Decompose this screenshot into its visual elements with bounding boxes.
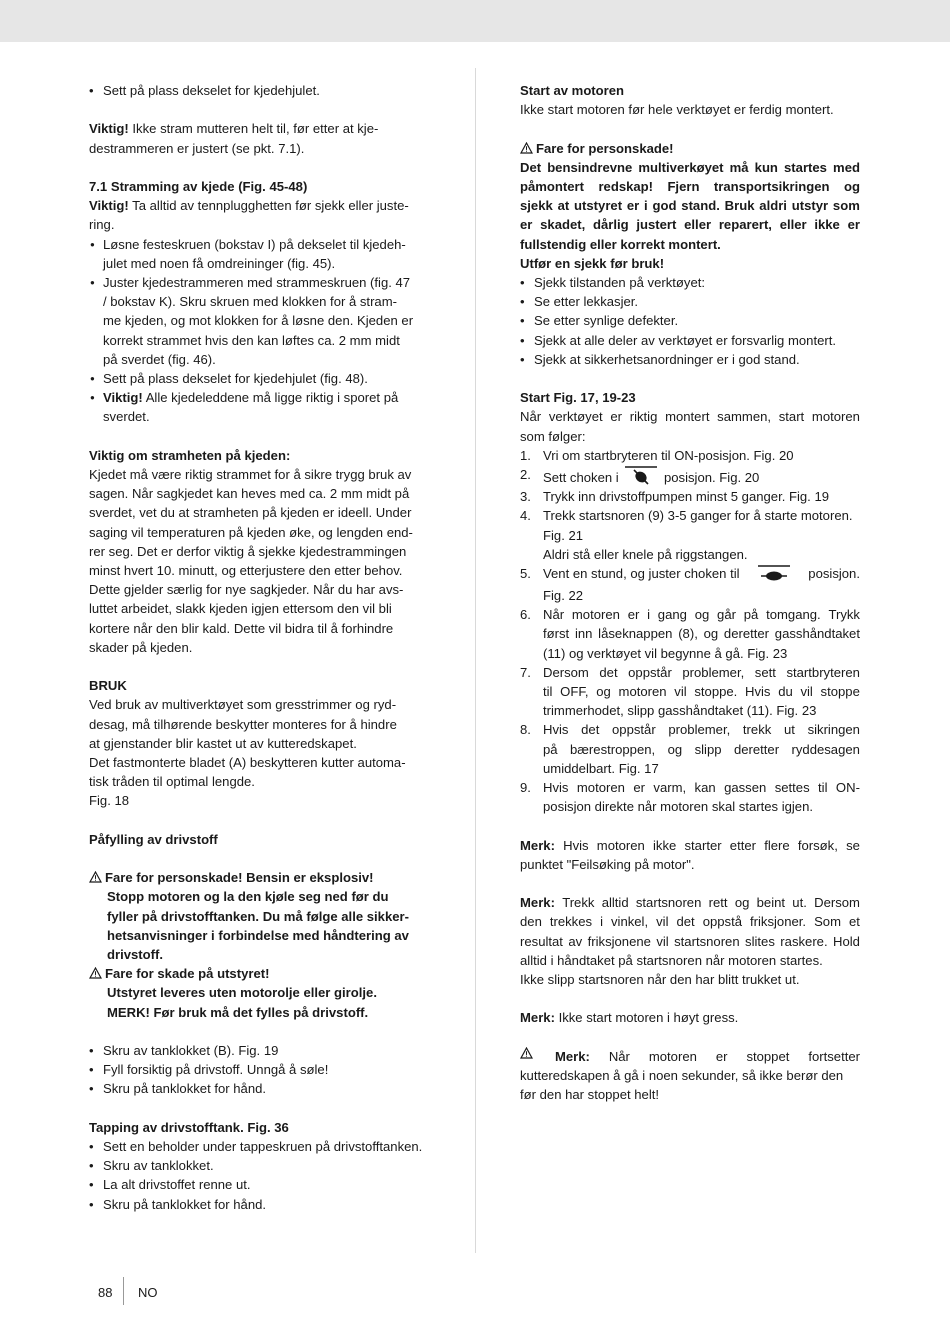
bullet-item: ● Løsne festeskruen (bokstav I) på dekselet til kjedeh- julet med noen få omdreininger (fig. 45). [89, 235, 431, 273]
word: av [568, 933, 583, 949]
numbered-item: 1. Vri om startbryteren til ON-posisjon. Fig. 20 [520, 447, 794, 463]
paragraph-line: destrammeren er justert (se pkt. 7.1). [89, 140, 305, 156]
word: motoren [811, 409, 860, 425]
word: ut. [792, 895, 807, 911]
word: Når [543, 607, 565, 623]
numbered-item: 4. Trekk startsnoren (9) 3-5 ganger for å starte motoren. Fig. 21 Aldri stå eller knele på riggstangen. [520, 508, 853, 562]
word: gang [657, 607, 687, 623]
word: til [818, 780, 828, 796]
paragraph: Viktig! Ikke stram mutteren helt til, før etter at kje- [89, 121, 379, 137]
paragraph: Kjedet må være riktig strammet for å sikre trygg bruk av sagen. Når sagkjedet kan heves med ca. 2 mm midt på sverdet, vet du at stramheten på kjeden er ideell. Under saging vil temperaturen på kjeden øke, og lengden end- rer seg. Det er derfor viktig å sjekke kjedestrammingen minst hvert 10. minutt, og etterjustere den etter behov. Dette gjelder særlig for nye sagkjeder. Når du har avs- luttet arbeidet, slakk kjeden igjen ettersom den vil bli kortere når den blir kald. Dette vil bidra til å forhindre skader på kjeden. [89, 467, 413, 655]
word: justert [636, 217, 677, 233]
word: først [543, 626, 570, 642]
numbered-item: 5. Vent en stund, og juster choken til posisjon. Fig. 22 [520, 566, 860, 604]
word: utstyret [574, 198, 623, 214]
word: riktig [629, 409, 658, 425]
word: motoren [618, 684, 667, 700]
bullet-item: ● Sett på plass dekselet for kjedehjulet (fig. 48). [89, 369, 431, 388]
word: startbryteren [786, 664, 860, 680]
bullet-item: • Skru på tanklokket for hånd. [89, 1079, 431, 1098]
word: Hvis [563, 837, 589, 853]
note-paragraph: Merk: Når motoren er stoppet fortsetter kutteredskapen å gå i noen sekunder, så ikke berør den før den har stoppet helt! [520, 1048, 860, 1103]
section-heading: Start Fig. 17, 19-23 [520, 390, 636, 406]
word: ON- [835, 780, 860, 796]
word: stoppe [820, 684, 860, 700]
numbered-item: 2. Sett choken i posisjon. Fig. 20 [520, 467, 760, 486]
word: er [715, 1048, 728, 1064]
word: det [581, 722, 600, 738]
word: vil [800, 684, 813, 700]
word: Merk: [554, 1048, 590, 1064]
word: motoren [648, 1048, 697, 1064]
section-heading: 7.1 Stramming av kjede (Fig. 45-48) [89, 178, 308, 194]
paragraph: Ved bruk av multiverktøyet som gresstrimmer og ryd- desag, må tilhørende beskytter monteres for å hindre at gjenstander blir kastet ut av kutteredskapet. Det fastmonterte bladet (A) beskytteren kutter automa- tisk tråden til optimal lengde. Fig. 18 [89, 697, 406, 809]
word: påmontert [520, 179, 585, 194]
warning-triangle-icon [89, 967, 102, 979]
word: start [778, 409, 805, 425]
page-number: 88 [98, 1285, 113, 1300]
note-paragraph: Merk: Ikke start motoren i høyt gress. [520, 1010, 739, 1026]
choke-closed-icon [624, 465, 658, 487]
word: Hvis [543, 780, 569, 796]
word: (8), [678, 626, 698, 642]
word: Trekk [562, 895, 595, 911]
word: Det [520, 159, 542, 175]
word: i [644, 198, 648, 214]
bullet-item: ● Viktig! Alle kjedeleddene må ligge riktig i sporet på sverdet. [89, 388, 431, 426]
word: utstyr [791, 198, 829, 214]
bullet-item: ● Juster kjedestrammeren med strammeskruen (fig. 47 / bokstav K). Skru skruen med klokken for å stram- me kjeden, og mot klokken for å løsne den. Kjeden er korrekt strammet hvis den kan løftes ca. 2 mm midt på sverdet (fig. 46). [89, 273, 431, 369]
warning-triangle-icon [520, 1047, 533, 1059]
word: er [633, 780, 645, 796]
word: Trykk [828, 607, 860, 623]
word: vinkel, [610, 914, 649, 930]
numbered-item: 3. Trykk inn drivstoffpumpen minst 5 ganger. Fig. 19 [520, 489, 830, 505]
word: med [833, 159, 860, 175]
word: forsøk, [797, 837, 838, 853]
word: Hold [833, 933, 860, 949]
word: skadet, [540, 217, 586, 233]
word: varm, [653, 780, 687, 796]
word: og [734, 895, 750, 911]
word: det [599, 664, 618, 680]
column-divider [475, 68, 476, 1253]
footer-divider [123, 1277, 124, 1305]
language-code: NO [138, 1285, 158, 1300]
word: startsnoren [635, 895, 702, 911]
word: gasshåndtaket [774, 626, 860, 642]
word: vil [674, 684, 687, 700]
word: og [694, 607, 710, 623]
paragraph-line: som følger: [520, 428, 586, 444]
word: Hvis [745, 684, 771, 700]
bullet-item: • Skru på tanklokket for hånd. [89, 1195, 431, 1214]
bullet-item: • La alt drivstoffet renne ut. [89, 1175, 431, 1194]
warning-triangle-icon [89, 871, 102, 883]
word: reparert, [718, 217, 772, 233]
word: stoppe. [694, 684, 738, 700]
word: multiverkøyet [638, 159, 724, 175]
word: er [847, 217, 860, 233]
word: bærestroppen, [570, 741, 656, 757]
word: bensindrevne [547, 159, 633, 175]
word: den [520, 914, 542, 930]
word: starter [684, 837, 722, 853]
word: og [596, 684, 611, 700]
word: se [846, 837, 860, 853]
bullet-item: • Sett en beholder under tappeskruen på drivstofftanken. [89, 1137, 431, 1156]
word: oppstår [628, 664, 672, 680]
word: slipp [694, 741, 722, 757]
section-heading: Tapping av drivstofftank. Fig. 36 [89, 1119, 289, 1135]
paragraph-line: Ikke start motoren før hele verktøyet er ferdig montert. [520, 102, 834, 118]
word: er [627, 607, 640, 623]
word: problemer, [682, 664, 745, 680]
word: Dersom [814, 895, 860, 911]
word: rett [708, 895, 728, 911]
word: trekk [742, 722, 772, 738]
word: stoppet [746, 1048, 790, 1064]
word: problemer, [668, 722, 731, 738]
paragraph-line [520, 407, 860, 426]
word: eller [684, 217, 712, 233]
word: flere [764, 837, 790, 853]
page-header-band [0, 0, 950, 42]
word: er [610, 409, 623, 425]
warning-block: Fare for personskade! Det bensindrevne multiverkøyet må kun startes med påmontert redskap! Fjern transportsikringen og sjekk at utstyret er i god stand. Bruk aldri utstyr som er skadet, dårlig justert eller reparert, eller ikke er fullstendig eller korrekt montert. Utfør en sjekk før bruk! [520, 140, 860, 271]
word: beint [756, 895, 786, 911]
word: på [543, 741, 558, 757]
word: dårlig [592, 217, 629, 233]
word: Fjern [667, 179, 700, 194]
bullet-item: • Skru av tanklokket (B). Fig. 19 [89, 1041, 431, 1060]
word: at [557, 198, 570, 214]
section-heading: Start av motoren [520, 83, 625, 98]
word: ikke [653, 837, 677, 853]
section-heading: BRUK [89, 678, 127, 694]
word: oppstår [612, 722, 656, 738]
word: Som [814, 914, 841, 930]
bullet-item: • Skru av tanklokket. [89, 1156, 431, 1175]
numbered-item: 7. Dersom det oppstår problemer, sett startbryteren til OFF, og motoren vil stoppe. Hvis du vil stoppe trimmerhodet, slipp gasshåndtaket (11). Fig. 23 [520, 664, 860, 719]
bullet-item: • Se etter lekkasjer. [520, 292, 860, 311]
word: oppstå [702, 914, 743, 930]
word: OFF, [560, 684, 589, 700]
word: og [843, 179, 860, 194]
word: sett [754, 664, 776, 680]
word: god [652, 198, 677, 214]
word: du [778, 684, 793, 700]
word: Dersom [543, 664, 589, 680]
section-heading: Påfylling av drivstoff [89, 831, 218, 847]
word: redskap! [598, 179, 654, 194]
word: montert [665, 409, 710, 425]
bullet-item: • Fyll forsiktig på drivstoff. Unngå å søle! [89, 1060, 431, 1079]
bullet-item: • Sjekk at sikkerhetsanordninger er i god stand. [520, 350, 860, 369]
word: fortsetter [808, 1048, 860, 1064]
word: gassen [724, 780, 767, 796]
word: ut [783, 722, 795, 738]
word: sjekk [520, 198, 553, 214]
bullet-item: • Sjekk tilstanden på verktøyet: [520, 273, 860, 292]
word: etter [729, 837, 756, 853]
word: trekkes [549, 914, 593, 930]
word: er [520, 217, 533, 233]
word: låseknappen [598, 626, 673, 642]
word: inn [574, 626, 593, 642]
warning-block: Fare for personskade! Bensin er eksplosiv! Stopp motoren og la den kjøle seg ned før du fyller på drivstofftanken. Du må følge alle sikker- hetsanvisninger i forbindelse med håndtering av drivstoff. Fare for skade på utstyret! Utstyret leveres uten motorolje eller girolje. MERK! Før bruk må det fylles på drivstoff. [89, 868, 431, 1022]
bullet-item: • Se etter synlige defekter. [520, 311, 860, 330]
word: i [647, 607, 651, 623]
left-column [89, 81, 431, 1214]
word: Hvis [543, 722, 569, 738]
paragraph-line: ring. [89, 217, 115, 233]
word: må [729, 159, 749, 175]
paragraph: Viktig! Ta alltid av tennplugghetten før sjekk eller juste- [89, 198, 409, 214]
word: vil [656, 914, 669, 930]
word: sikringen [807, 722, 860, 738]
word: raskere. [780, 933, 828, 949]
word: til [543, 684, 553, 700]
bullet-item: • Sjekk at alle deler av verktøyet er forsvarlig montert. [520, 331, 860, 350]
word: motoren [576, 780, 625, 796]
numbered-item: 9. Hvis motoren er varm, kan gassen settes til ON- posisjon direkte når motoren skal startes igjen. [520, 780, 860, 815]
word: alltid [601, 895, 629, 911]
word: friksjonene [587, 933, 651, 949]
word: Når [520, 409, 542, 425]
word: motoren [571, 607, 620, 623]
note-paragraph: Merk: Hvis motoren ikke starter etter flere forsøk, se punktet "Feilsøking på motor". [520, 837, 860, 872]
word: Bruk [724, 198, 755, 214]
word: friksjoner. [750, 914, 807, 930]
choke-open-icon [757, 564, 791, 586]
word: deretter [733, 741, 780, 757]
numbered-item: 6. Når motoren er i gang og går på tomgang. Trykk først inn låseknappen (8), og deretter gasshåndtaket (11) og verktøyet vil begynne å gå. Fig. 23 [520, 607, 860, 661]
bullet-item: • Sett på plass dekselet for kjedehjulet. [89, 81, 431, 100]
word: transportsikringen [713, 179, 830, 194]
word: startsnoren [674, 933, 740, 949]
section-heading: Viktig om stramheten på kjeden: [89, 447, 291, 463]
word: ikke [814, 217, 840, 233]
word: på [743, 607, 759, 623]
word: slites [745, 933, 775, 949]
word: startes [784, 159, 827, 175]
word: kun [754, 159, 778, 175]
word: et [849, 914, 860, 930]
word: kan [694, 780, 716, 796]
word: Når [608, 1048, 630, 1064]
word: går [717, 607, 736, 623]
word: tomgang. [766, 607, 821, 623]
word: sammen, [717, 409, 772, 425]
note-paragraph: Merk: Trekk alltid startsnoren rett og beint ut. Dersom den trekkes i vinkel, vil det oppstå friksjoner. Som et resultat av friksjonene vil startsnoren slites raskere. Hold alltid i håndtaket på startsnoren når motoren startes. Ikke slipp startsnoren når den har blitt trukket ut. [520, 895, 860, 988]
word: som [832, 198, 860, 214]
right-column [520, 81, 860, 1104]
warning-triangle-icon [520, 142, 533, 154]
word: stand. [681, 198, 720, 214]
word: i [600, 914, 603, 930]
word: og [667, 741, 683, 757]
numbered-item: 8. Hvis det oppstår problemer, trekk ut sikringen på bærestroppen, og slipp deretter ryddesagen umiddelbart. Fig. 17 [520, 722, 860, 776]
word: settes [774, 780, 810, 796]
word: og [703, 626, 719, 642]
word: motoren [596, 837, 645, 853]
word: deretter [723, 626, 770, 642]
word: er [626, 198, 640, 214]
word: ryddesagen [791, 741, 860, 757]
word: resultat [520, 933, 563, 949]
word: verktøyet [548, 409, 603, 425]
word: aldri [759, 198, 787, 214]
word: det [676, 914, 695, 930]
word: eller [779, 217, 807, 233]
word: vil [656, 933, 669, 949]
